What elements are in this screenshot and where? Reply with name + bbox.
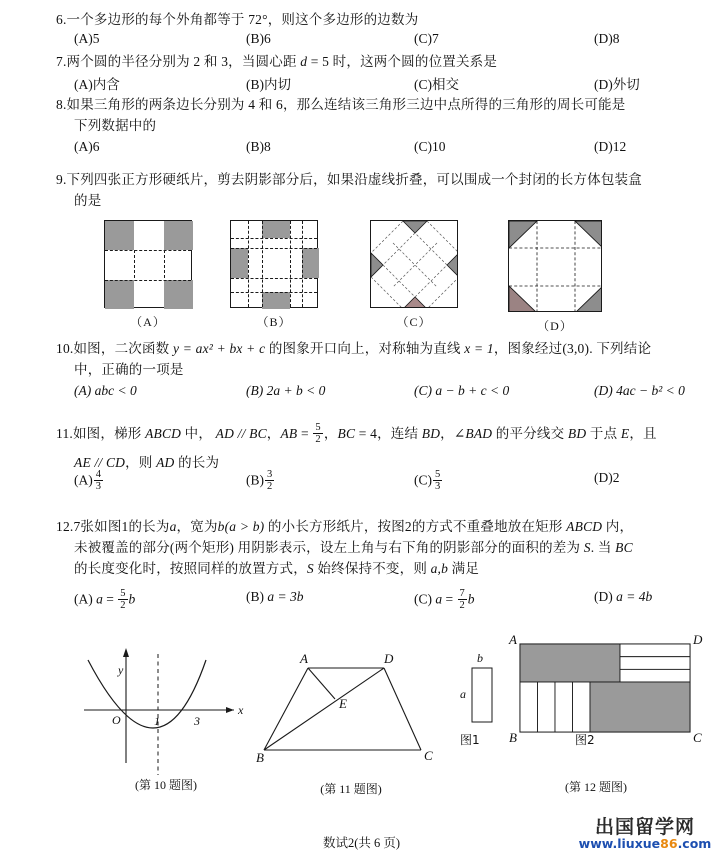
- question-10-options: [74, 383, 714, 399]
- q6-option-c[interactable]: (C)7: [414, 31, 439, 46]
- watermark-url: [572, 838, 718, 851]
- figure-q12-rectangles: [448, 632, 716, 795]
- question-8-stem: [56, 95, 711, 137]
- q10-number: 10.: [56, 341, 74, 356]
- q12-opt-c-var: a: [435, 591, 443, 607]
- vertex-label-a: A: [300, 651, 308, 666]
- q11-option-c[interactable]: [414, 470, 594, 493]
- parabola-chart: [66, 628, 266, 778]
- q9-figure-b: [230, 220, 318, 330]
- q12-opt-a-tail: b: [128, 591, 136, 607]
- vertex-label-c: C: [424, 748, 433, 763]
- q11-t2: 中，: [181, 426, 216, 441]
- q7-option-a[interactable]: (A)内含: [74, 77, 120, 92]
- q11-t7: 的平分线交: [492, 426, 568, 441]
- q6-option-a[interactable]: (A)5: [74, 31, 100, 46]
- q9-square-b: [230, 220, 318, 308]
- q12-option-b[interactable]: [246, 589, 414, 612]
- shaded-cell: [231, 248, 248, 278]
- fold-line: [262, 221, 263, 307]
- figure-q11-trapezoid: [256, 650, 446, 797]
- q11-ab: AB: [280, 426, 298, 441]
- q11-opt-c-fraction: [433, 469, 442, 492]
- q12-abcd: ABCD: [566, 519, 603, 534]
- origin-label: O: [112, 713, 121, 727]
- q9-square-c: [370, 220, 458, 308]
- question-6-stem: [56, 10, 711, 31]
- vertex-label-b: B: [509, 730, 517, 745]
- q11-bad: BAD: [465, 426, 493, 441]
- q11-ae-cd: AE // CD: [74, 455, 126, 470]
- trapezoid-diagram: [256, 650, 446, 778]
- shaded-cell: [105, 280, 134, 309]
- q9-figure-a: [104, 220, 192, 330]
- watermark-site-name: 出国留学网: [594, 816, 695, 838]
- q11-t4: ，: [323, 426, 338, 441]
- shaded-cell: [302, 248, 319, 278]
- q10-text-b: 的图象开口向上，对称轴为直线: [265, 341, 465, 356]
- fold-line: [231, 278, 317, 279]
- q12-opt-a-eq: =: [102, 591, 118, 607]
- q9-label-a: （A）: [130, 315, 166, 329]
- q12-opt-c-eq: =: [442, 591, 457, 607]
- q7-text-pre: 两个圆的半径分别为 2 和 3，当圆心距: [66, 54, 301, 69]
- q12-t8: 始终保持不变，则: [313, 560, 431, 576]
- vertex-label-d: D: [693, 632, 703, 647]
- q12-number: 12.: [56, 519, 74, 534]
- q7-var-d: d: [300, 54, 308, 69]
- q9-square-d: [508, 220, 602, 312]
- q12-var-a: a: [169, 519, 177, 534]
- q10-text-line2: 中，正确的一项是: [74, 361, 184, 377]
- q7-option-c[interactable]: (C)相交: [414, 77, 459, 92]
- fraction-denominator: 3: [95, 481, 101, 493]
- q12-opt-a-fraction: [118, 588, 127, 611]
- axis-label-x: x: [238, 703, 244, 717]
- q11-option-b[interactable]: [246, 470, 414, 493]
- figure-2-label: 图2: [575, 733, 595, 747]
- fraction-numerator: 5: [120, 588, 126, 599]
- q9-figure-d: [508, 220, 602, 334]
- watermark: [572, 818, 718, 851]
- q11-ab-fraction: [313, 422, 322, 445]
- fraction-denominator: 2: [267, 481, 273, 493]
- q8-option-c[interactable]: (C)10: [414, 139, 446, 154]
- shaded-cell: [262, 292, 290, 309]
- vertex-label-e: E: [339, 696, 347, 711]
- q12-opt-a-var: a: [96, 591, 103, 607]
- q6-number: 6.: [56, 12, 67, 27]
- fold-line: [302, 221, 303, 307]
- q8-option-d[interactable]: (D)12: [594, 139, 627, 154]
- shaded-cell: [164, 280, 193, 309]
- q8-number: 8.: [56, 97, 67, 112]
- q12-opt-b-value: a = 3b: [267, 589, 304, 604]
- side-label-b: b: [477, 651, 483, 665]
- q10-axis: x = 1: [464, 341, 494, 356]
- q11-bd: BD: [421, 426, 441, 441]
- q8-text-line2: 下列数据中的: [74, 117, 157, 133]
- fraction-denominator: 3: [435, 481, 441, 493]
- q11-ad-bc: AD // BC: [215, 426, 267, 441]
- q12-option-c[interactable]: [414, 589, 594, 612]
- figure-q12-caption: (第 12 题图): [565, 780, 627, 794]
- q10-text-c: ，图象经过(3,0). 下列结论: [493, 341, 652, 356]
- question-9-stem: [56, 170, 711, 212]
- q11-opt-c-label: (C): [414, 472, 432, 488]
- q11-bd2: BD: [567, 426, 587, 441]
- q12-opt-d-label: (D): [594, 589, 617, 604]
- fold-line: [290, 221, 291, 307]
- q12-option-d[interactable]: [594, 589, 714, 612]
- question-11-options: [74, 470, 714, 493]
- q8-text-line1: 如果三角形的两条边长分别为 4 和 6，那么连结该三角形三边中点所得的三角形的周长可能是: [66, 97, 626, 112]
- q8-option-b[interactable]: (B)8: [246, 139, 271, 154]
- q12-t4: 内，: [602, 519, 634, 534]
- fraction-numerator: 5: [315, 422, 321, 434]
- fold-line: [134, 250, 135, 277]
- q11-t8: 于点: [586, 426, 621, 441]
- fraction-denominator: 2: [120, 600, 126, 612]
- q12-t3: 的小长方形纸片，按图2的方式不重叠地放在矩形: [264, 519, 567, 534]
- q11-opt-a-label: (A): [74, 472, 93, 488]
- fraction-denominator: 2: [315, 434, 321, 446]
- shaded-cell: [105, 221, 134, 250]
- question-12-options: [74, 589, 714, 612]
- q11-number: 11.: [56, 426, 73, 441]
- question-6-options: [74, 31, 714, 47]
- watermark-url-pre: www.liuxue: [578, 836, 661, 851]
- q11-t5: = 4，连结: [355, 426, 422, 441]
- q12-s1: S: [583, 539, 591, 555]
- q9-label-d: （D）: [537, 319, 573, 333]
- q11-opt-b-fraction: [265, 469, 274, 492]
- q11-point-e: E: [620, 426, 630, 441]
- bottom-figures: [56, 628, 716, 813]
- q9-label-c: （C）: [396, 315, 432, 329]
- figure-q10-caption: (第 10 题图): [135, 778, 197, 792]
- q11-opt-d-label: (D): [594, 470, 613, 485]
- q6-text: 一个多边形的每个外角都等于 72°，则这个多边形的边数为: [66, 12, 419, 27]
- question-9-figures: [56, 216, 716, 334]
- q7-option-b[interactable]: (B)内切: [246, 77, 291, 92]
- q11-option-d[interactable]: [594, 470, 714, 493]
- figure-q11-caption: (第 11 题图): [320, 782, 382, 796]
- q11-opt-a-fraction: [94, 469, 103, 492]
- fold-line: [231, 238, 317, 239]
- q12-opt-c-fraction: [458, 588, 467, 611]
- question-11-stem: [56, 420, 711, 474]
- q11-t11: 的长为: [174, 455, 220, 470]
- q9-number: 9.: [56, 172, 67, 187]
- q6-option-d[interactable]: (D)8: [594, 31, 620, 46]
- q9-diagram-c: [371, 221, 458, 308]
- q12-t1: 7张如图1的长为: [73, 519, 170, 534]
- watermark-url-highlight: 86: [660, 836, 678, 851]
- q10-option-c[interactable]: (C) a − b + c < 0: [414, 383, 510, 398]
- x-tick-1: 1: [154, 714, 160, 728]
- q11-t10: ，则: [125, 455, 157, 470]
- figure-1-label: 图1: [460, 733, 480, 747]
- q11-option-a[interactable]: [74, 470, 246, 493]
- q9-text-line2: 的是: [74, 192, 102, 208]
- q12-s2: S: [306, 560, 314, 576]
- q11-eq: =: [297, 426, 313, 441]
- x-tick-3: 3: [194, 714, 200, 728]
- q6-option-b[interactable]: (B)6: [246, 31, 271, 46]
- q10-option-a[interactable]: (A) abc < 0: [74, 383, 137, 398]
- question-8-options: [74, 139, 714, 155]
- vertex-label-a: A: [509, 632, 517, 647]
- q9-square-a: [104, 220, 192, 308]
- fold-line: [105, 280, 191, 281]
- q12-opt-b-label: (B): [246, 589, 268, 604]
- q9-text-line1: 下列四张正方形硬纸片，剪去阴影部分后，如果沿虚线折叠，可以围成一个封闭的长方体包装盒: [66, 172, 642, 187]
- q12-t2: ，宽为: [176, 519, 218, 534]
- q11-t6: ，∠: [440, 426, 466, 441]
- q12-option-a[interactable]: [74, 589, 246, 612]
- q11-bc: BC: [337, 426, 356, 441]
- fold-line: [248, 221, 249, 307]
- q12-opt-c-tail: b: [467, 591, 475, 607]
- q11-opt-b-label: (B): [246, 472, 264, 488]
- q11-t9: ，且: [629, 426, 657, 441]
- fraction-numerator: 4: [95, 469, 101, 480]
- q12-t7: 的长度变化时，按照同样的放置方式，: [74, 560, 307, 576]
- fraction-numerator: 5: [435, 469, 441, 480]
- q11-t1: 如图，梯形: [72, 426, 146, 441]
- q12-opt-c-label: (C): [414, 591, 436, 607]
- q9-figure-c: [370, 220, 458, 330]
- q12-opt-a-label: (A): [74, 591, 97, 607]
- page-footer: 数试2(共 6 页): [322, 836, 401, 850]
- q12-t5: 未被覆盖的部分(两个矩形) 用阴影表示，设左上角与右下角的阴影部分的面积的差为: [74, 539, 584, 555]
- vertex-label-c: C: [693, 730, 702, 745]
- q11-ad-len: AD: [156, 455, 175, 470]
- q8-option-a[interactable]: (A)6: [74, 139, 100, 154]
- question-10-stem: [56, 339, 711, 381]
- fraction-denominator: 2: [459, 600, 465, 612]
- fraction-numerator: 3: [267, 469, 273, 480]
- q12-t6: . 当: [590, 539, 616, 555]
- vertex-label-d: D: [384, 651, 394, 666]
- q10-option-b[interactable]: (B) 2a + b < 0: [246, 383, 326, 398]
- fold-line: [164, 250, 165, 277]
- vertex-label-b: B: [256, 750, 264, 765]
- question-12-stem: [56, 517, 711, 580]
- q9-diagram-d: [509, 221, 602, 312]
- question-7-options: [74, 73, 714, 93]
- fold-line: [105, 250, 191, 251]
- axis-label-y: y: [118, 663, 124, 677]
- q12-opt-d-value: a = 4b: [616, 589, 653, 604]
- q7-text-post: = 5 时，这两个圆的位置关系是: [307, 54, 498, 69]
- q11-t3: ，: [266, 426, 281, 441]
- q12-var-b: b(a > b): [217, 519, 265, 534]
- shaded-cell: [164, 221, 193, 250]
- q7-number: 7.: [56, 54, 67, 69]
- q12-ab: a,b: [430, 560, 449, 576]
- q10-option-d[interactable]: (D) 4ac − b² < 0: [594, 383, 685, 398]
- shaded-cell: [262, 221, 290, 238]
- fraction-numerator: 7: [459, 588, 465, 599]
- q7-option-d[interactable]: (D)外切: [594, 77, 640, 92]
- q10-equation: y = ax² + bx + c: [172, 341, 266, 356]
- watermark-url-post: .com: [677, 836, 712, 851]
- fold-line: [231, 248, 317, 249]
- figure-q10-parabola: [66, 628, 266, 793]
- rectangles-diagram: [448, 632, 716, 772]
- q9-label-b: （B）: [256, 315, 292, 329]
- question-7-stem: [56, 52, 711, 73]
- q12-bc: BC: [615, 539, 633, 555]
- fold-line: [231, 292, 317, 293]
- q11-abcd: ABCD: [145, 426, 182, 441]
- q10-text-a: 如图，二次函数: [73, 341, 173, 356]
- side-label-a: a: [460, 687, 466, 701]
- q11-opt-d-value: 2: [612, 470, 620, 485]
- q12-t9: 满足: [448, 560, 480, 576]
